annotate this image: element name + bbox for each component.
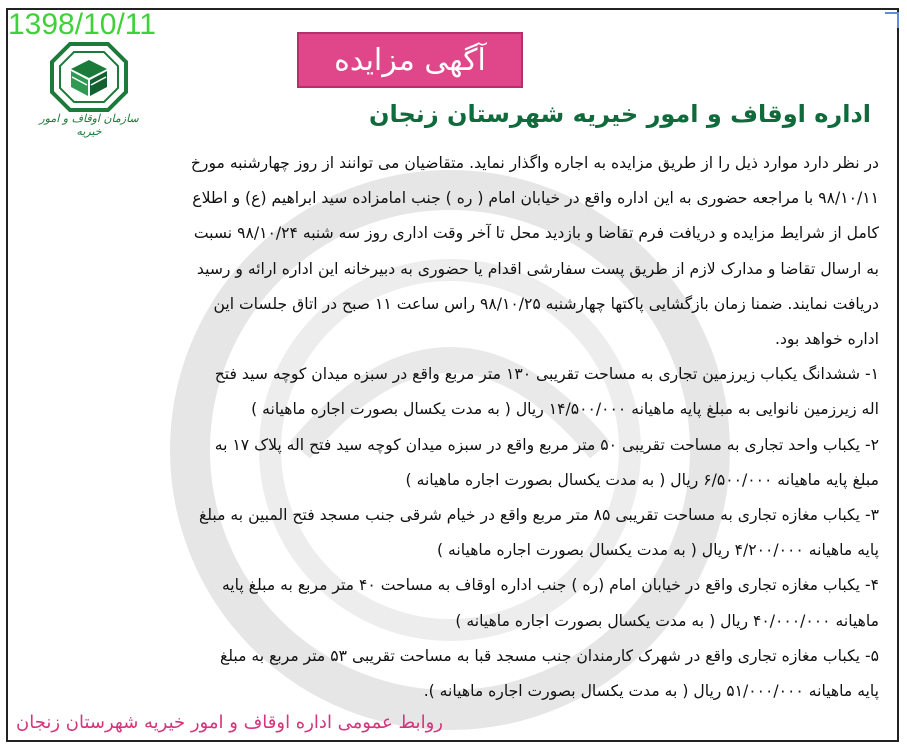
intro-line: ۹۸/۱۰/۱۱ با مراجعه حضوری به این اداره واقع در خیابان امام ( ره ) جنب امامزاده سید ابراهیم (ع) و اطلاع bbox=[192, 189, 879, 208]
list-item: پایه ماهیانه ۵۱/۰۰۰/۰۰۰ ریال ( به مدت یکسال بصورت اجاره ماهیانه ). bbox=[423, 682, 879, 701]
intro-line: به ارسال تقاضا و مدارک لازم از طریق پست سفارشی اقدام یا حضوری به دبیرخانه این اداره ارائه و رسید bbox=[196, 259, 879, 278]
logo bbox=[34, 40, 144, 140]
list-item: پایه ماهیانه ۴/۲۰۰/۰۰۰ ریال ( به مدت یکسال بصورت اجاره ماهیانه ) bbox=[437, 541, 879, 560]
list-item: ۲- یکباب واحد تجاری به مساحت تقریبی ۵۰ متر مربع واقع در سبزه میدان کوچه سید فتح اله پلاک ۱۷ به bbox=[214, 435, 879, 454]
title-banner bbox=[297, 32, 523, 88]
intro-line: دریافت نمایند. ضمنا زمان بازگشایی پاکتها چهارشنبه ۹۸/۱۰/۲۵ راس ساعت ۱۱ صبح در اتاق جلسات این bbox=[213, 294, 879, 313]
list-item: ۴- یکباب مغازه تجاری واقع در خیابان امام (ره ) جنب اداره اوقاف به مساحت ۴۰ متر مربع به مبلغ پایه bbox=[221, 576, 879, 595]
logo-caption: سازمان اوقاف و امور خیریه bbox=[39, 112, 139, 138]
intro-line: اداره خواهد بود. bbox=[775, 330, 879, 349]
footer-credit: روابط عمومی اداره اوقاف و امور خیریه شهرستان زنجان bbox=[16, 712, 443, 733]
corner-mark bbox=[885, 12, 899, 28]
date-stamp: 1398/10/11 bbox=[8, 8, 156, 41]
list-item: ۱- ششدانگ یکباب زیرزمین تجاری به مساحت تقریبی ۱۳۰ متر مربع واقع در سبزه میدان کوچه سید فتح bbox=[214, 365, 879, 384]
list-item: مبلغ پایه ماهیانه ۶/۵۰۰/۰۰۰ ریال ( به مدت یکسال بصورت اجاره ماهیانه ) bbox=[405, 470, 879, 489]
list-item: ماهیانه ۴۰/۰۰۰/۰۰۰ ریال ( به مدت یکسال بصورت اجاره ماهیانه ) bbox=[455, 611, 879, 630]
list-item: اله زیرزمین نانوایی به مبلغ پایه ماهیانه ۱۴/۵۰۰/۰۰۰ ریال ( به مدت یکسال بصورت اجاره ماهیانه ) bbox=[251, 400, 879, 419]
page-title: آگهی مزایده bbox=[334, 42, 486, 78]
list-item: ۵- یکباب مغازه تجاری واقع در شهرک کارمندان جنب مسجد قبا به مساحت تقریبی ۵۳ متر مربع به مبلغ bbox=[219, 646, 879, 665]
intro-line: کامل از شرایط مزایده و دریافت فرم تقاضا و بازدید محل تا آخر وقت اداری روز سه شنبه ۹۸/۱۰/۲۴ نسبت bbox=[193, 224, 879, 243]
list-item: ۳- یکباب مغازه تجاری به مساحت تقریبی ۸۵ متر مربع واقع در خیام شرقی جنب مسجد فتح المبین به مبلغ bbox=[198, 506, 879, 525]
org-heading: اداره اوقاف و امور خیریه شهرستان زنجان bbox=[369, 100, 871, 128]
intro-line: در نظر دارد موارد ذیل را از طریق مزایده به اجاره واگذار نماید. متقاضیان می توانند از روز چهارشنبه مورخ bbox=[190, 154, 879, 172]
endowment-emblem-icon bbox=[34, 40, 144, 112]
advert-body bbox=[18, 146, 879, 709]
